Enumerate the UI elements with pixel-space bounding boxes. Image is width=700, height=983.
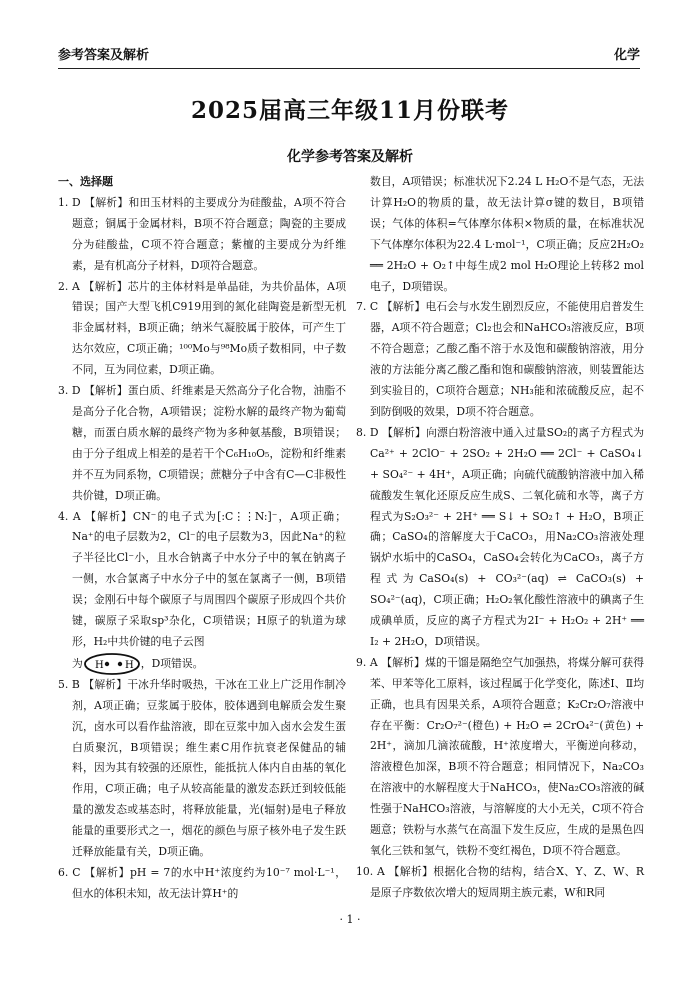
electron-cloud-line <box>58 653 346 675</box>
page-number: · 1 · <box>339 913 361 926</box>
page-subtitle: 化学参考答案及解析 <box>287 149 413 165</box>
answer-continuation: 数目，A项错误；标准状况下2.24 L H₂O不是气态，无法计算H₂O的物质的量，故无法计算σ键的数目，B项错误；气体的体积=气体摩尔体积×物质的量，在标准状况下气体摩尔体积为22.4 L·mol⁻¹，C项正确；反应2H₂O₂ ══ 2H₂O + O₂↑中每生成2 mol H₂O理论上转移2 mol电子，D项错误。 <box>370 175 644 293</box>
section-heading: 一、选择题 <box>58 175 113 188</box>
right-column <box>356 172 644 904</box>
answer-item: 6. C 【解析】pH = 7的水中H⁺浓度约为10⁻⁷ mol·L⁻¹，但水的体积未知，故无法计算H⁺的 <box>58 866 346 900</box>
answer-item: 9. A 【解析】煤的干馏是隔绝空气加强热，将煤分解可获得苯、甲苯等化工原料，该过程属于化学变化，陈述Ⅰ、Ⅱ均正确，也具有因果关系，A项符合题意；K₂Cr₂O₇溶液中存在平衡：Cr₂O₇²⁻(橙色) + H₂O ⇌ 2CrO₄²⁻(黄色) + 2H⁺，滴加几滴浓硫酸，H⁺浓度增大，平衡逆向移动，溶液橙色加深，B项不符合题意；相同情况下，Na₂CO₃在溶液中的水解程度大于NaHCO₃，使Na₂CO₃溶液的碱性强于NaHCO₃溶液，与溶解度的大小无关，C项不符合题意；铁粉与水蒸气在高温下发生反应，生成的是黑色四氧化三铁和氢气，铁粉不变红褐色，D项不符合题意。 <box>356 655 644 857</box>
header-left: 参考答案及解析 <box>58 48 150 63</box>
answer-item: 4. A 【解析】CN⁻的电子式为[:C⋮⋮N:]⁻，A项正确；Na⁺的电子层数为2，Cl⁻的电子层数为3，因此Na⁺的粒子半径比Cl⁻小，且水合钠离子中水分子中的氧在钠离子一侧，水合氯离子中水分子中的氢在氯离子一侧，B项错误；金刚石中每个碳原子与周围四个碳原子形成四个共价键，碳原子采取sp³杂化，C项错误；H原子的轨道为球形，H₂中共价键的电子云图 <box>58 509 346 648</box>
header-rule <box>58 68 640 69</box>
right-column-content <box>356 172 644 904</box>
left-column-content <box>58 193 346 905</box>
answer-item: 2. A 【解析】芯片的主体材料是单晶硅，为共价晶体，A项错误；国产大型飞机C919用到的氮化硅陶瓷是新型无机非金属材料，B项正确；纳米气凝胶属于胶体，可产生丁达尔效应，C项正确；¹⁰⁰Mo与⁹⁸Mo质子数相同，中子数不同，互为同位素，D项正确。 <box>58 279 346 377</box>
left-column <box>58 172 346 905</box>
nucleus-dot <box>118 662 122 666</box>
running-header <box>58 40 640 64</box>
answer-item: 8. D 【解析】向漂白粉溶液中通入过量SO₂的离子方程式为Ca²⁺ + 2ClO⁻ + 2SO₂ + 2H₂O ══ 2Cl⁻ + CaSO₄↓ + SO₄²⁻ + 4H⁺，A项正确；向硫代硫酸钠溶液中加入稀硫酸发生氧化还原反应生成S、二氧化硫和水等，离子方程式为S₂O₃²⁻ + 2H⁺ ══ S↓ + SO₂↑ + H₂O，B项正确；CaSO₄的溶解度大于CaCO₃，用Na₂CO₃溶液处理锅炉水垢中的CaSO₄，CaSO₄会转化为CaCO₃，离子方程式为CaSO₄(s) + CO₃²⁻(aq) ⇌ CaCO₃(s) + SO₄²⁻(aq)，C项正确；H₂O₂氧化酸性溶液中的碘离子生成碘单质，反应的离子方程式为2I⁻ + H₂O₂ + 2H⁺ ══ I₂ + 2H₂O，D项错误。 <box>356 425 644 648</box>
nucleus-dot <box>105 662 109 666</box>
answer-item: 3. D 【解析】蛋白质、纤维素是天然高分子化合物，油脂不是高分子化合物，A项错误；淀粉水解的最终产物为葡萄糖，而蛋白质水解的最终产物为多种氨基酸，B项错误；由于分子组成上相差的是若干个C₆H₁₀O₅，淀粉和纤维素并不互为同系物，C项错误；蔗糖分子中含有C—C非极性共价键，D项正确。 <box>58 384 346 502</box>
page-title: 2025届高三年级11月份联考 <box>190 97 510 124</box>
cloud-atom-label: H <box>94 659 104 671</box>
answer-item: 5. B 【解析】干冰升华时吸热，干冰在工业上广泛用作制冷剂，A项正确；豆浆属于胶体，胶体遇到电解质会发生聚沉，卤水可以看作盐溶液，即在豆浆中加入卤水会发生蛋白质聚沉，B项错误；维生素C用作抗衰老保健品的辅料，因为其有较强的还原性，能抵抗人体内自由基的氧化作用，C项正确；电子从较高能量的激发态跃迁到较低能量的激发态或基态时，将释放能量，光(辐射)是电子释放能量的重要形式之一，烟花的颜色与原子核外电子发生跃迁释放能量有关，D项正确。 <box>58 677 346 859</box>
electron-cloud-diagram <box>83 653 141 675</box>
cloud-suffix: ，D项错误。 <box>140 656 204 670</box>
cloud-atom-label: H <box>124 659 134 671</box>
answer-item: 7. C 【解析】电石会与水发生剧烈反应，不能使用启普发生器，A项不符合题意；Cl₂也会和NaHCO₃溶液反应，B项不符合题意；乙酸乙酯不溶于水及饱和碳酸钠溶液，用分液的方法能分离乙酸乙酯和饱和碳酸钠溶液，则装置能达到实验目的，C项符合题意；NH₃能和浓硫酸反应，起不到防倒吸的效果，D项不符合题意。 <box>356 300 644 418</box>
answer-item: 1. D 【解析】和田玉材料的主要成分为硅酸盐，A项不符合题意；铜属于金属材料，B项不符合题意；陶瓷的主要成分为硅酸盐，C项不符合题意；紫檀的主要成分为纤维素，是有机高分子材料，D项符合题意。 <box>58 195 346 272</box>
answer-item: 10. A 【解析】根据化合物的结构，结合X、Y、Z、W、R是原子序数依次增大的短周期主族元素，W和R同 <box>356 864 644 899</box>
cloud-prefix: 为 <box>72 656 83 670</box>
header-right: 化学 <box>613 48 640 63</box>
